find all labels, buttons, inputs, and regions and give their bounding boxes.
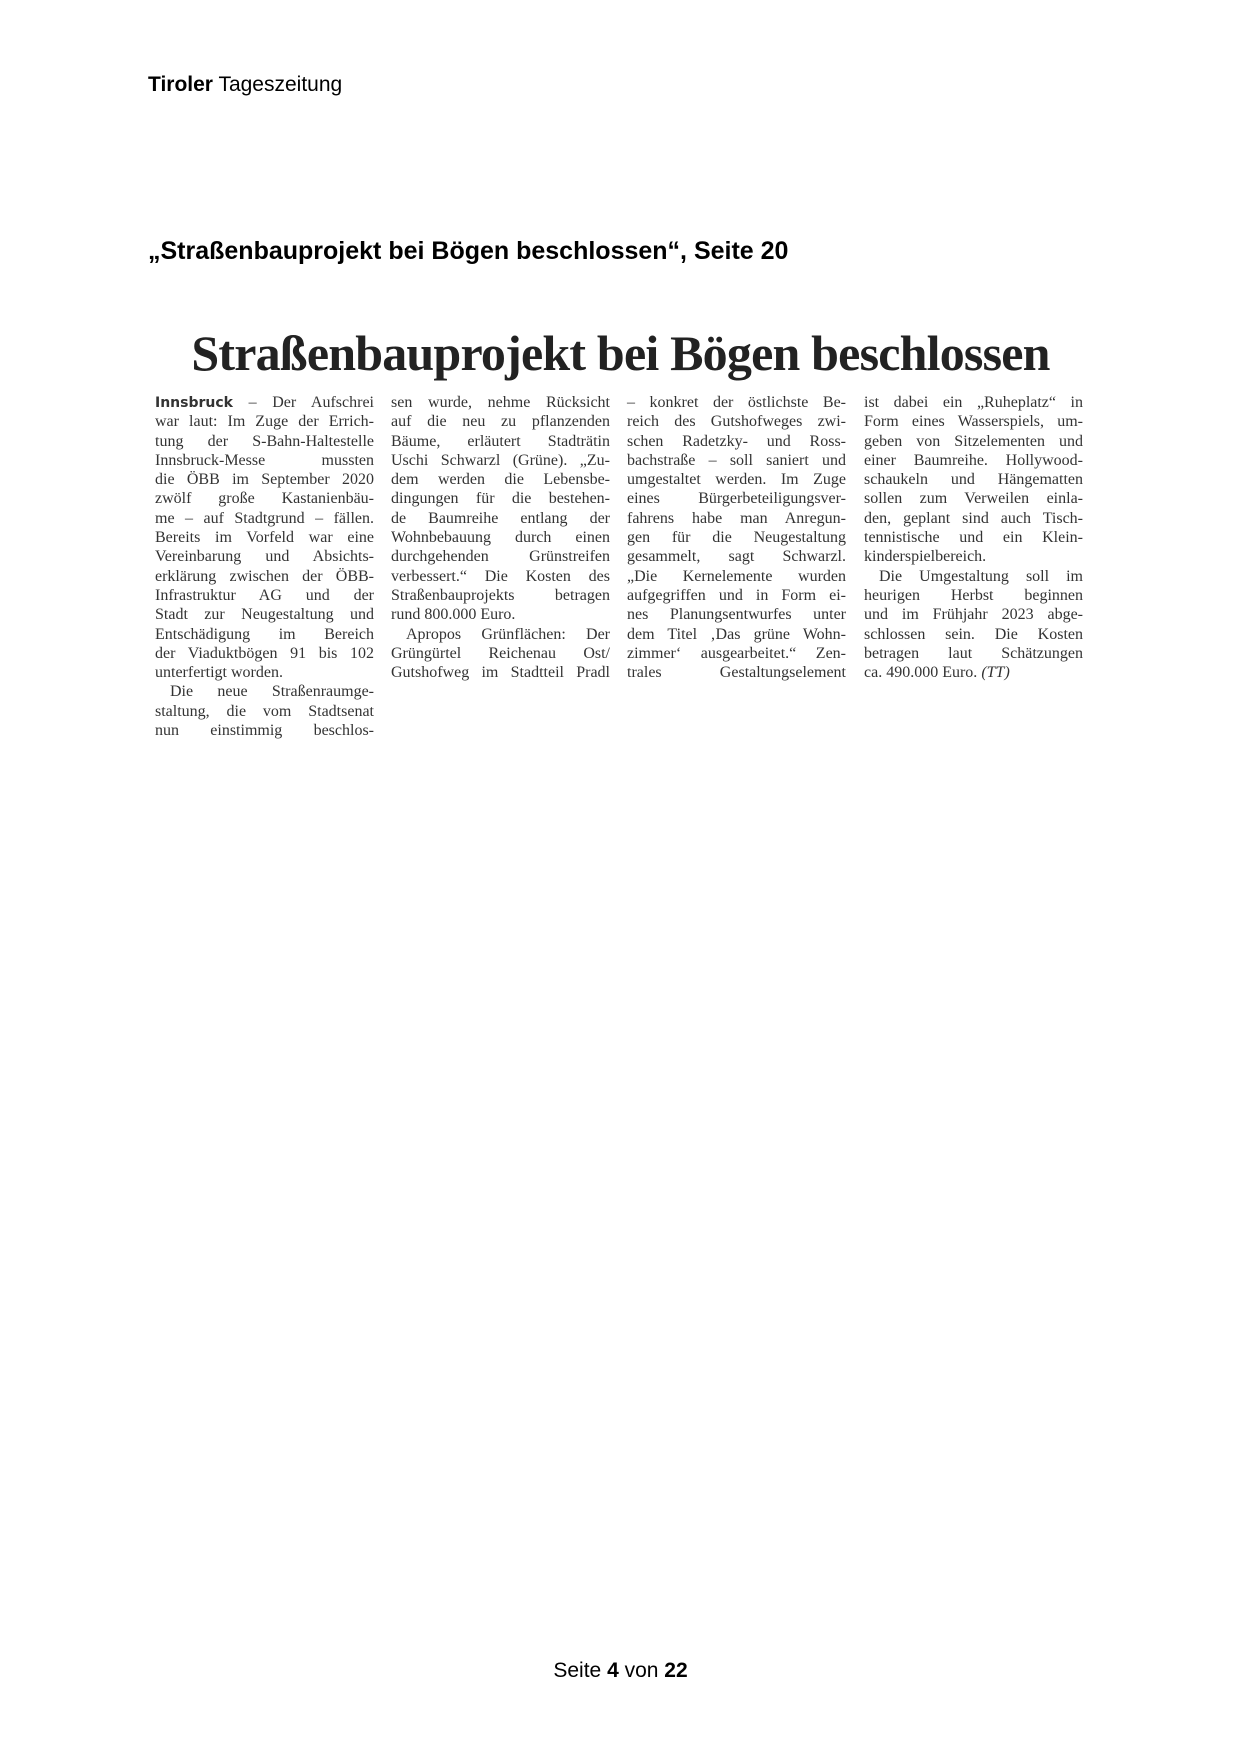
- article-line: ist dabei ein „Ruheplatz“ in: [864, 394, 1083, 411]
- article-line: sen wurde, nehme Rücksicht: [391, 394, 610, 411]
- article-line: schlossen sein. Die Kosten: [864, 625, 1083, 643]
- publication-name: [148, 73, 342, 97]
- current-page: 4: [607, 1659, 619, 1682]
- article-column-4: [864, 393, 1083, 682]
- article-line: dem Titel ‚Das grüne Wohn-: [627, 625, 846, 643]
- article-line: [155, 393, 374, 412]
- article-line: Die neue Straßenraumge-: [170, 683, 374, 701]
- article-line: auf die neu zu pflanzenden: [391, 413, 610, 431]
- article-line: zwölf große Kastanienbäu-: [155, 490, 374, 508]
- article-line: rund 800.000 Euro.: [391, 606, 516, 624]
- article-line: war laut: Im Zuge der Errich-: [155, 413, 374, 431]
- article-line: schen Radetzky- und Ross-: [627, 432, 846, 450]
- article-line: dingungen für die bestehen-: [391, 490, 610, 508]
- article-line: Straßenbauprojekts betragen: [391, 586, 610, 604]
- page-label: Seite: [553, 1659, 602, 1682]
- article-line: eines Bürgerbeteiligungsver-: [627, 490, 846, 508]
- article-line: gen für die Neugestaltung: [627, 529, 846, 547]
- article-line: gesammelt, sagt Schwarzl.: [627, 548, 846, 566]
- article-reference-title: „Straßenbauprojekt bei Bögen beschlossen“, Seite 20: [148, 237, 789, 265]
- article-line: reich des Gutshofweges zwi-: [627, 413, 846, 431]
- article-line: Die Umgestaltung soll im: [879, 567, 1083, 585]
- article-line: nun einstimmig beschlos-: [155, 722, 374, 740]
- article-line: die ÖBB im September 2020: [155, 471, 374, 489]
- article-line: schaukeln und Hängematten: [864, 471, 1083, 489]
- article-line: fahrens habe man Anregun-: [627, 509, 846, 527]
- author-signature: (TT): [981, 664, 1010, 682]
- article-line: dem werden die Lebensbe-: [391, 471, 610, 489]
- article-line: tennistische und ein Klein-: [864, 529, 1083, 547]
- article-line: heurigen Herbst beginnen: [864, 586, 1083, 604]
- publication-name-rest: Tageszeitung: [218, 73, 343, 96]
- article-line: einer Baumreihe. Hollywood-: [864, 451, 1083, 469]
- article-line: kinderspielbereich.: [864, 548, 987, 566]
- article-line: Vereinbarung und Absichts-: [155, 548, 374, 566]
- article-line: trales Gestaltungselement: [627, 664, 846, 682]
- article-line: Apropos Grünflächen: Der: [406, 625, 610, 643]
- article-line: tung der S-Bahn-Haltestelle: [155, 432, 374, 450]
- article-line: de Baumreihe entlang der: [391, 509, 610, 527]
- article-line: nes Planungsentwurfes unter: [627, 606, 846, 624]
- article-line: Stadt zur Neugestaltung und: [155, 606, 374, 624]
- article-line: Gutshofweg im Stadtteil Pradl: [391, 664, 610, 682]
- article-line: „Die Kernelemente wurden: [627, 567, 846, 585]
- article-column-2: [391, 393, 610, 682]
- article-line: den, geplant sind auch Tisch-: [864, 509, 1083, 527]
- article-line: me – auf Stadtgrund – fällen.: [155, 509, 374, 527]
- article-line: geben von Sitzelementen und: [864, 432, 1083, 450]
- article-line: bachstraße – soll saniert und: [627, 451, 846, 469]
- article-line: Grüngürtel Reichenau Ost/: [391, 644, 610, 662]
- article-line: sollen zum Verweilen einla-: [864, 490, 1083, 508]
- article-line: Entschädigung im Bereich: [155, 625, 374, 643]
- article-line: ca. 490.000 Euro. (TT): [864, 664, 1010, 682]
- article-line: betragen laut Schätzungen: [864, 644, 1083, 662]
- article-line: staltung, die vom Stadtsenat: [155, 702, 374, 720]
- article-line: erklärung zwischen der ÖBB-: [155, 567, 374, 585]
- article-line-text: – Der Aufschrei: [232, 394, 374, 411]
- article-headline: Straßenbauprojekt bei Bögen beschlossen: [191, 325, 1050, 381]
- article-line: durchgehenden Grünstreifen: [391, 548, 610, 566]
- article-line: umgestaltet werden. Im Zuge: [627, 471, 846, 489]
- total-pages: 22: [664, 1659, 688, 1682]
- article-column-3: [627, 393, 846, 682]
- article-line: Infrastruktur AG und der: [155, 586, 374, 604]
- article-line: Innsbruck-Messe mussten: [155, 451, 374, 469]
- article-column-1: [155, 393, 374, 740]
- publication-name-bold: Tiroler: [148, 73, 213, 96]
- article-line: Form eines Wasserspiels, um-: [864, 413, 1083, 431]
- page-of-label: von: [624, 1659, 659, 1682]
- article-line: Bäume, erläutert Stadträtin: [391, 432, 610, 450]
- dateline: Innsbruck: [155, 395, 233, 411]
- article-line: zimmer‘ ausgearbeitet.“ Zen-: [627, 644, 846, 662]
- article-line: und im Frühjahr 2023 abge-: [864, 606, 1083, 624]
- article-line: verbessert.“ Die Kosten des: [391, 567, 610, 585]
- article-line: aufgegriffen und in Form ei-: [627, 586, 846, 604]
- article-line: – konkret der östlichste Be-: [627, 394, 846, 411]
- article-line: unterfertigt worden.: [155, 664, 283, 682]
- article-line: Bereits im Vorfeld war eine: [155, 529, 374, 547]
- page-number: [0, 1659, 1241, 1683]
- article-line: der Viaduktbögen 91 bis 102: [155, 644, 374, 662]
- article-line: Uschi Schwarzl (Grüne). „Zu-: [391, 451, 610, 469]
- article-line: Wohnbebauung durch einen: [391, 529, 610, 547]
